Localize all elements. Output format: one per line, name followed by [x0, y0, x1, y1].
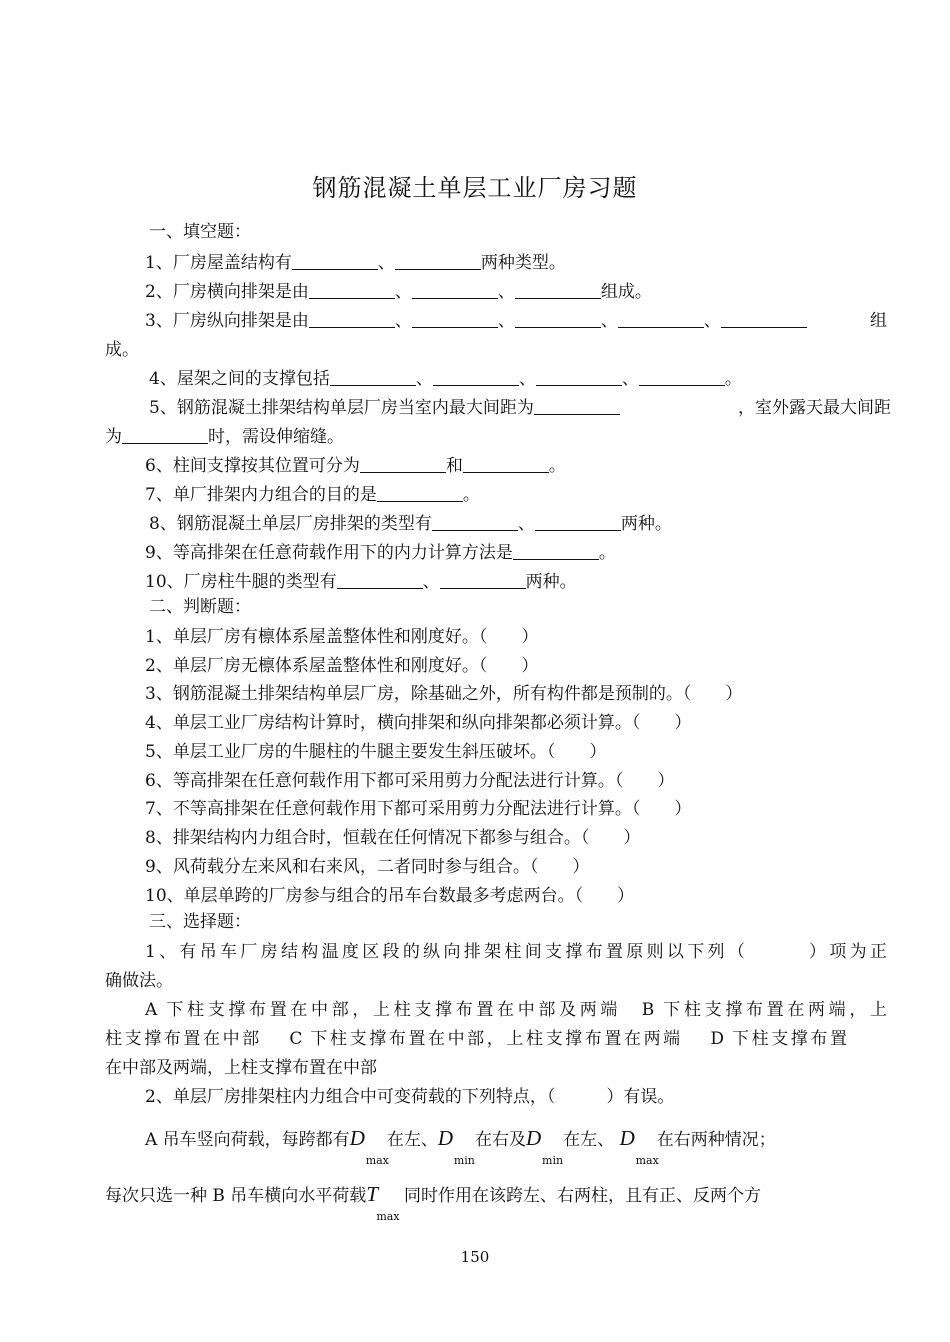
fill-question-9: 9、等高排架在任意荷载作用下的内力计算方法是 。 [145, 543, 616, 563]
choice-options-2: A 吊车竖向荷载，每跨都有D max 在左、D min 在右及D min 在左、 D max 在右两种情况； [145, 1126, 776, 1167]
answer-blank[interactable] [122, 426, 208, 444]
judge-question: 4、单层工业厂房结构计算时，横向排架和纵向排架都必须计算。（ ） [145, 713, 692, 733]
choice-question-2: 2、单层厂房排架柱内力组合中可变荷载的下列特点，（ ）有误。 [145, 1087, 675, 1107]
choice-options-1: A 下柱支撑布置在中部，上柱支撑布置在中部及两端 B 下柱支撑布置在两端，上 [145, 1000, 887, 1020]
answer-blank[interactable] [377, 484, 463, 502]
section-heading-judge: 二、判断题： [149, 597, 251, 617]
answer-blank[interactable] [535, 513, 621, 531]
answer-blank[interactable] [534, 397, 620, 415]
answer-blank[interactable] [395, 252, 481, 270]
section-heading-fill: 一、填空题： [149, 222, 251, 242]
page-title: 钢筋混凝土单层工业厂房习题 [312, 174, 638, 202]
answer-blank[interactable] [721, 310, 807, 328]
judge-question: 10、单层单跨的厂房参与组合的吊车台数最多考虑两台。（ ） [145, 886, 635, 906]
page-number: 150 [460, 1248, 490, 1266]
formula-d-min: D min [526, 1126, 564, 1167]
answer-blank[interactable] [412, 281, 498, 299]
formula-t-max: T max [366, 1182, 400, 1223]
answer-blank[interactable] [309, 310, 395, 328]
answer-blank[interactable] [513, 542, 599, 560]
choice-options-1-cont: 在中部及两端，上柱支撑布置在中部 [105, 1058, 377, 1078]
choice-options-2-cont: 每次只选一种 B 吊车横向水平荷载T max 同时作用在该跨左、右两柱，且有正、反两个方 [105, 1182, 761, 1223]
fill-question-4: 4、屋架之间的支撑包括 、 、 、 。 [149, 369, 742, 389]
answer-blank[interactable] [309, 281, 395, 299]
formula-d-max: D max [349, 1126, 389, 1167]
judge-question: 1、单层厂房有檩体系屋盖整体性和刚度好。（ ） [145, 627, 539, 647]
answer-blank[interactable] [463, 455, 549, 473]
fill-question-3: 3、厂房纵向排架是由 、 、 、 、 组 [145, 311, 887, 331]
fill-question-7: 7、单厂排架内力组合的目的是 。 [145, 485, 480, 505]
answer-blank[interactable] [440, 571, 526, 589]
choice-options-1-cont: 柱支撑布置在中部 C 下柱支撑布置在中部，上柱支撑布置在两端 D 下柱支撑布置 [105, 1029, 847, 1049]
formula-d-max: D max [619, 1126, 659, 1167]
answer-blank[interactable] [432, 513, 518, 531]
answer-blank[interactable] [515, 281, 601, 299]
answer-blank[interactable] [292, 252, 378, 270]
answer-blank[interactable] [639, 368, 725, 386]
fill-question-3-cont: 成。 [105, 340, 139, 360]
judge-question: 5、单层工业厂房的牛腿柱的牛腿主要发生斜压破坏。（ ） [145, 742, 607, 762]
judge-question: 7、不等高排架在任意何载作用下都可采用剪力分配法进行计算。（ ） [145, 799, 692, 819]
choice-question-1: 1、有吊车厂房结构温度区段的纵向排架柱间支撑布置原则以下列（ ）项为正 [145, 942, 887, 962]
answer-blank[interactable] [618, 310, 704, 328]
judge-question: 8、排架结构内力组合时，恒载在任何情况下都参与组合。（ ） [145, 828, 641, 848]
answer-blank[interactable] [412, 310, 498, 328]
fill-question-8: 8、钢筋混凝土单层厂房排架的类型有 、 两种。 [149, 514, 672, 534]
answer-blank[interactable] [330, 368, 416, 386]
answer-blank[interactable] [433, 368, 519, 386]
fill-question-5: 5、钢筋混凝土排架结构单层厂房当室内最大间距为 ，室外露天最大间距 [149, 398, 891, 418]
fill-question-5-cont: 为 时，需设伸缩缝。 [105, 427, 344, 447]
judge-question: 6、等高排架在任意何载作用下都可采用剪力分配法进行计算。（ ） [145, 771, 675, 791]
answer-blank[interactable] [536, 368, 622, 386]
judge-question: 9、风荷载分左来风和右来风，二者同时参与组合。（ ） [145, 857, 590, 877]
answer-blank[interactable] [515, 310, 601, 328]
answer-blank[interactable] [360, 455, 446, 473]
answer-blank[interactable] [337, 571, 423, 589]
judge-question: 2、单层厂房无檩体系屋盖整体性和刚度好。（ ） [145, 656, 539, 676]
fill-question-1: 1、厂房屋盖结构有 、 两种类型。 [145, 253, 566, 273]
judge-question: 3、钢筋混凝土排架结构单层厂房，除基础之外，所有构件都是预制的。（ ） [145, 684, 743, 704]
fill-question-2: 2、厂房横向排架是由 、 、 组成。 [145, 282, 652, 302]
choice-question-1-cont: 确做法。 [105, 971, 173, 991]
section-heading-choice: 三、选择题： [149, 912, 251, 932]
fill-question-10: 10、厂房柱牛腿的类型有 、 两种。 [145, 572, 577, 592]
formula-d-min: D min [437, 1126, 475, 1167]
fill-question-6: 6、柱间支撑按其位置可分为 和 。 [145, 456, 566, 476]
